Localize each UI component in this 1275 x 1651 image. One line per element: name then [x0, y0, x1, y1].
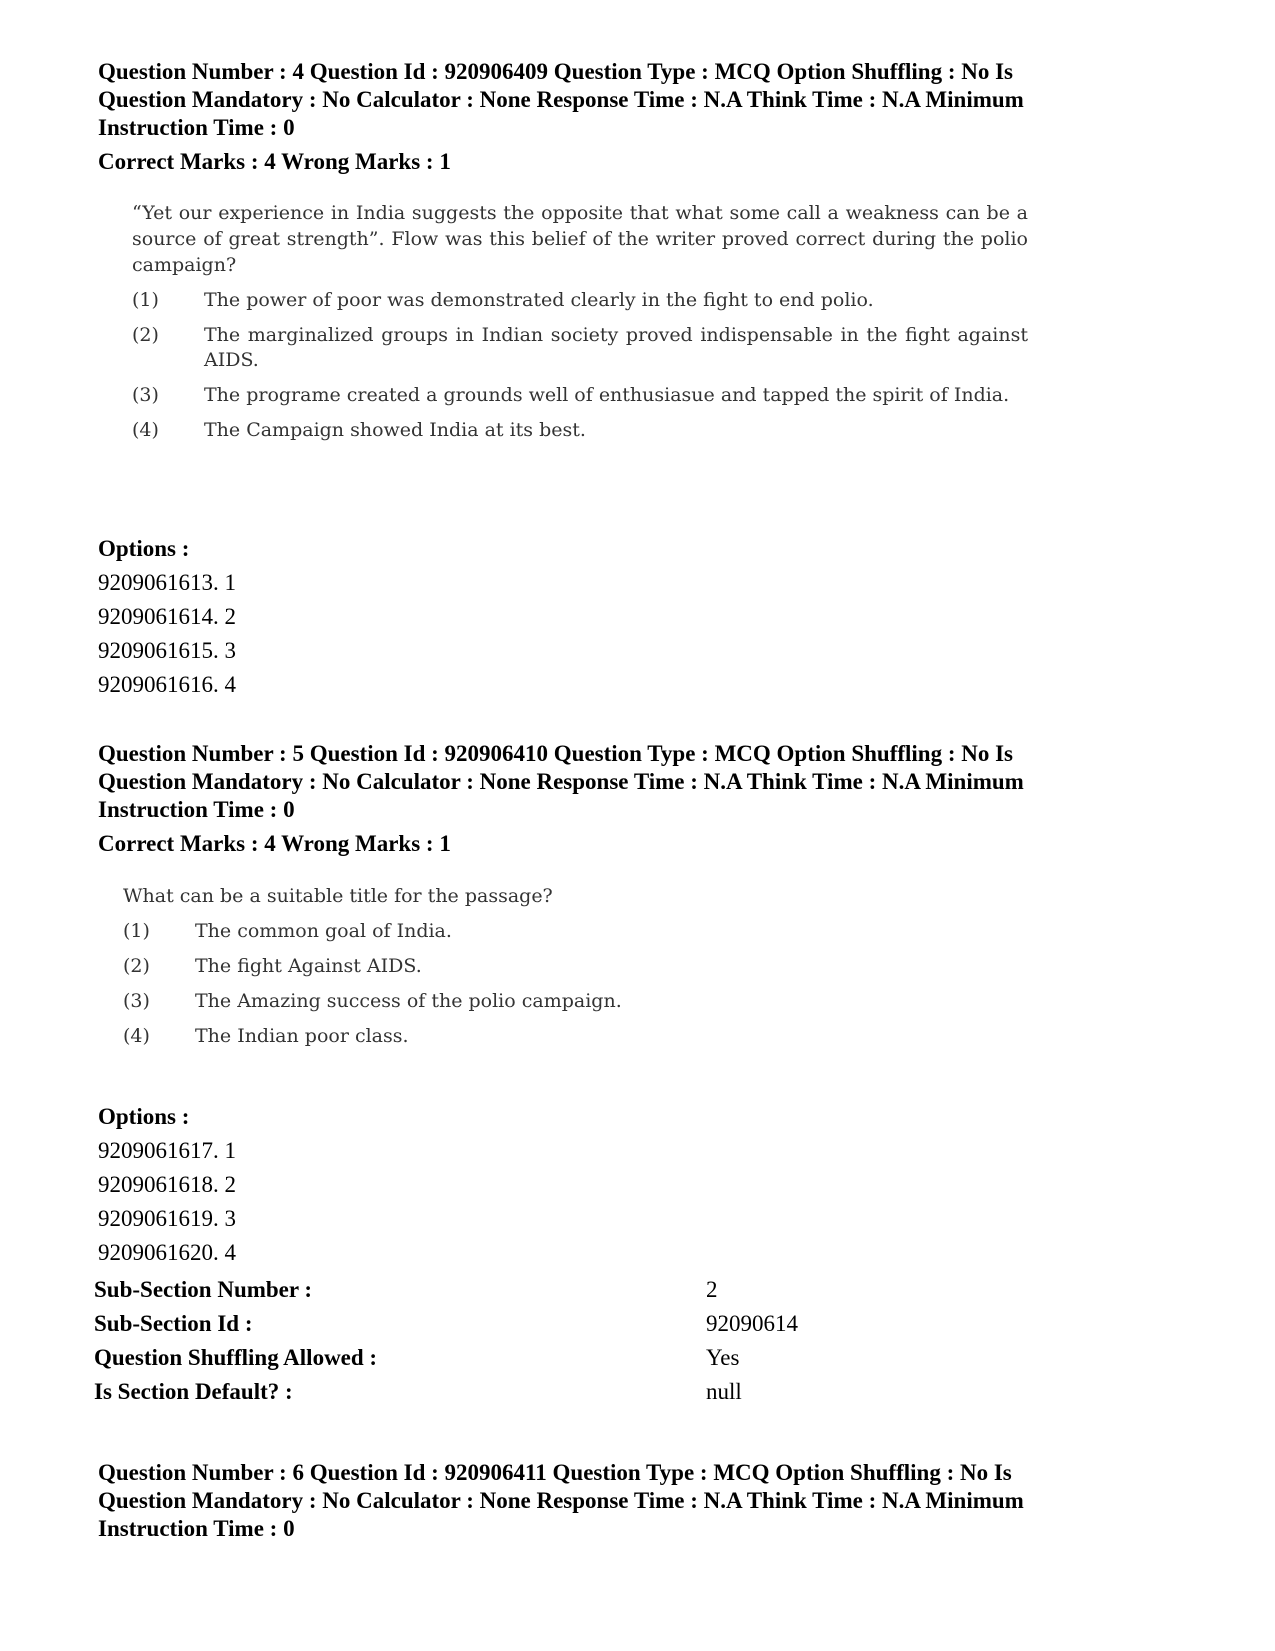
choice-number: (1)	[132, 289, 159, 311]
option-id-line: 9209061614. 2	[98, 604, 236, 629]
option-id-line: 9209061618. 2	[98, 1172, 236, 1197]
choice-item	[123, 1024, 823, 1049]
question-5-options	[98, 1103, 1108, 1273]
choice-text: The programe created a grounds well of enthusiasue and tapped the spirit of India.	[204, 384, 1010, 406]
subsection-info	[94, 1276, 994, 1412]
choice-item	[132, 323, 1028, 373]
choice-item	[123, 954, 823, 979]
options-heading: Options :	[98, 1104, 190, 1129]
question-text: “Yet our experience in India suggests the opposite that what some call a weakness can be a source of great strength”. Flow was this belief of the writer proved correct during the polio campaign?	[132, 202, 1028, 276]
choice-list	[123, 919, 823, 1049]
option-id-line: 9209061620. 4	[98, 1240, 236, 1265]
question-6-header	[98, 1459, 1108, 1543]
choice-number: (1)	[123, 920, 150, 942]
question-meta-line: Question Mandatory : No Calculator : None Response Time : N.A Think Time : N.A Minimum	[98, 1488, 1024, 1513]
question-5-header	[98, 740, 1108, 858]
question-meta-line: Question Mandatory : No Calculator : None Response Time : N.A Think Time : N.A Minimum	[98, 769, 1024, 794]
choice-text: The common goal of India.	[195, 920, 452, 942]
question-meta-line: Question Number : 4 Question Id : 920906409 Question Type : MCQ Option Shuffling : No Is	[98, 59, 1014, 84]
choice-item	[132, 383, 1028, 408]
options-heading: Options :	[98, 536, 190, 561]
option-id-line: 9209061615. 3	[98, 638, 236, 663]
subsection-row	[94, 1378, 994, 1412]
option-id-line: 9209061619. 3	[98, 1206, 236, 1231]
subsection-label: Is Section Default? :	[94, 1379, 293, 1404]
choice-list	[132, 288, 1028, 443]
question-meta-line: Question Number : 6 Question Id : 920906411 Question Type : MCQ Option Shuffling : No Is	[98, 1460, 1012, 1485]
question-meta-line: Question Number : 5 Question Id : 920906410 Question Type : MCQ Option Shuffling : No Is	[98, 741, 1014, 766]
choice-number: (2)	[132, 324, 159, 346]
choice-number: (4)	[123, 1025, 150, 1047]
question-text: What can be a suitable title for the passage?	[123, 885, 553, 907]
subsection-value: null	[706, 1379, 742, 1404]
subsection-row	[94, 1310, 994, 1344]
choice-text: The Indian poor class.	[195, 1025, 409, 1047]
option-id-line: 9209061616. 4	[98, 672, 236, 697]
question-marks: Correct Marks : 4 Wrong Marks : 1	[98, 149, 451, 174]
question-marks: Correct Marks : 4 Wrong Marks : 1	[98, 831, 451, 856]
question-4-options	[98, 535, 1108, 705]
choice-item	[123, 919, 823, 944]
choice-text: The Campaign showed India at its best.	[204, 419, 586, 441]
choice-item	[132, 418, 1028, 443]
question-4-body	[132, 200, 1028, 443]
choice-number: (3)	[123, 990, 150, 1012]
subsection-row	[94, 1276, 994, 1310]
question-4-header	[98, 58, 1108, 176]
choice-text: The power of poor was demonstrated clearly in the fight to end polio.	[204, 289, 874, 311]
choice-text: The fight Against AIDS.	[195, 955, 422, 977]
question-5-body	[123, 883, 823, 1049]
subsection-value: Yes	[706, 1345, 740, 1370]
choice-item	[132, 288, 1028, 313]
question-meta-line: Instruction Time : 0	[98, 1516, 295, 1541]
subsection-row	[94, 1344, 994, 1378]
subsection-label: Sub-Section Number :	[94, 1277, 313, 1302]
choice-number: (3)	[132, 384, 159, 406]
choice-text: The Amazing success of the polio campaign.	[195, 990, 622, 1012]
subsection-label: Question Shuffling Allowed :	[94, 1345, 378, 1370]
subsection-value: 2	[706, 1277, 718, 1302]
option-id-line: 9209061617. 1	[98, 1138, 236, 1163]
question-meta-line: Instruction Time : 0	[98, 797, 295, 822]
choice-number: (2)	[123, 955, 150, 977]
choice-text: The marginalized groups in Indian society proved indispensable in the fight against AIDS.	[204, 324, 1028, 371]
subsection-label: Sub-Section Id :	[94, 1311, 253, 1336]
subsection-value: 92090614	[706, 1311, 798, 1336]
question-meta-line: Question Mandatory : No Calculator : None Response Time : N.A Think Time : N.A Minimum	[98, 87, 1024, 112]
choice-number: (4)	[132, 419, 159, 441]
option-id-line: 9209061613. 1	[98, 570, 236, 595]
question-meta-line: Instruction Time : 0	[98, 115, 295, 140]
choice-item	[123, 989, 823, 1014]
